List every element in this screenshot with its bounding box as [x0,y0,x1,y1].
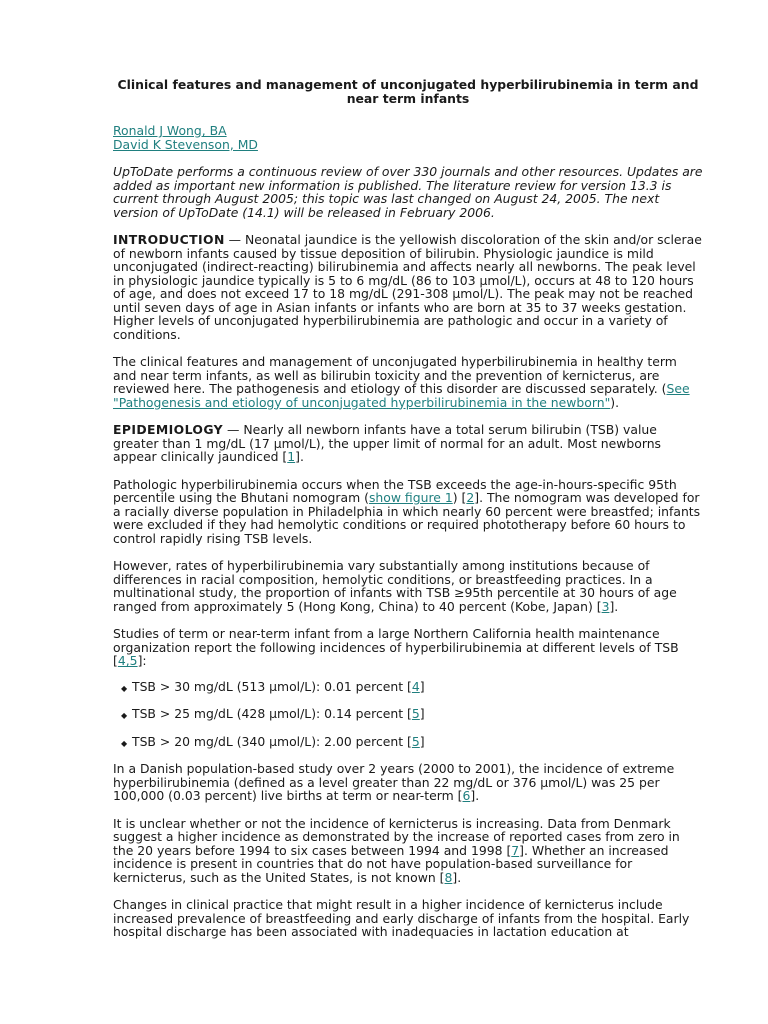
list-item-end: ] [419,678,425,694]
studies-end: ]: [137,653,147,668]
changes-paragraph: Changes in clinical practice that might result in a higher incidence of kernicterus include increased prevalence of breastfeeding and early discharge of infants from the hospital. Early hospital discharge has been associated with inadequacies in lactation education at [113,897,690,939]
document-title: Clinical features and management of unconjugated hyperbilirubinemia in term and near term infants [117,77,699,106]
rates-end: ]. [609,598,619,614]
epidemiology-end: ]. [295,449,304,464]
pathologic-text: ) [ [452,490,467,505]
document-page [113,78,703,953]
author-link-stevenson[interactable]: David K Stevenson, MD [113,136,258,152]
studies-paragraph [113,627,703,668]
scope-end: ). [610,394,620,410]
introduction-heading: INTRODUCTION [113,232,225,247]
kernicterus-text: It is unclear whether or not the incidence of kernicterus is increasing. Data from Denmark suggest a higher incidence as demonstrated by the increase of reported cases from zero in the 20 years before 1994 to six cases between 1994 and 1998 [ [113,815,680,858]
danish-end: ]. [470,788,480,803]
danish-text: In a Danish population-based study over 2 years (2000 to 2001), the incidence of extreme hyperbilirubinemia (defined as a level greater than 22 mg/dL or 376 µmol/L) was 25 per 100,000 (0.03 percent) live births at term or near-term [ [113,761,675,803]
scope-text: The clinical features and management of unconjugated hyperbilirubinemia in healthy term and near term infants, as well as bilirubin toxicity and the prevention of kernicterus, are reviewed here. The pathogenesis and etiology of this disorder are discussed separately. ( [113,354,677,396]
danish-study-paragraph [113,762,703,803]
epidemiology-heading: EPIDEMIOLOGY [113,422,224,437]
rates-text: However, rates of hyperbilirubinemia vary substantially among institutions because of differences in racial composition, hemolytic conditions, or breastfeeding practices. In a multinational study, the proportion of infants with TSB ≥95th percentile at 30 hours of age ranged from approximately 5 (Hong Kong, China) to 40 percent (Kobe, Japan) [ [113,558,677,614]
diamond-bullet-icon: ◆ [121,738,128,748]
reference-link[interactable]: 8 [444,869,453,885]
list-item [121,707,703,723]
reference-link[interactable]: 2 [466,490,475,505]
rates-paragraph [113,559,703,613]
reference-link[interactable]: 1 [287,449,296,464]
list-item-end: ] [419,733,425,749]
pathologic-text: ]. The nomogram was developed for a racially diverse population in Philadelphia in which nearly 60 percent were breastfed; infants were excluded if they had hemolytic conditions or required phototherapy before 60 hours to control rapidly rising TSB levels. [113,490,701,546]
author-link-wong[interactable]: Ronald J Wong, BA [113,123,227,138]
reference-link[interactable]: 7 [511,842,520,858]
list-item-text: TSB > 25 mg/dL (428 µmol/L): 0.14 percent [ [132,706,412,721]
list-item-end: ] [419,706,425,721]
epidemiology-paragraph [113,423,703,464]
kernicterus-text: ]. [452,869,462,885]
reference-link[interactable]: 4,5 [117,653,138,668]
pathogenesis-topic-link[interactable]: See "Pathogenesis and etiology of unconjugated hyperbilirubinemia in the newborn" [113,381,690,410]
list-item-text: TSB > 20 mg/dL (340 µmol/L): 2.00 percent [ [132,733,412,749]
introduction-paragraph [113,233,703,341]
pathologic-paragraph [113,478,703,546]
scope-paragraph [113,355,703,409]
kernicterus-paragraph [113,817,703,885]
incidence-list [113,680,703,751]
reference-link[interactable]: 3 [601,598,610,614]
epidemiology-text: — Nearly all newborn infants have a total serum bilirubin (TSB) value greater than 1 mg/dL (17 µmol/L), the upper limit of normal for an adult. Most newborns appear clinically jaundiced [ [113,422,662,464]
reference-link[interactable]: 6 [462,788,471,803]
show-figure-link[interactable]: show figure 1 [368,490,453,505]
diamond-bullet-icon: ◆ [121,683,128,693]
studies-text: Studies of term or near-term infant from a large Northern California health maintenance organization report the following incidences of hyperbilirubinemia at different levels of TSB [ [113,626,679,668]
update-notice: UpToDate performs a continuous review of over 330 journals and other resources. Updates are added as important new information is published. The literature review for version 13.3 is current through August 2005; this topic was last changed on August 24, 2005. The next version of UpToDate (14.1) will be released in February 2006. [113,164,703,220]
kernicterus-text: ]. Whether an increased incidence is present in countries that do not have population-based surveillance for kernicterus, such as the United States, is not known [ [113,842,669,885]
reference-link[interactable]: 5 [411,733,420,749]
author-list [113,124,703,151]
introduction-text: — Neonatal jaundice is the yellowish discoloration of the skin and/or sclerae of newborn infants caused by tissue deposition of bilirubin. Physiologic jaundice is mild unconjugated (indirect-reacting) bilirubinemia and affects nearly all newborns. The peak level in physiologic jaundice typically is 5 to 6 mg/dL (86 to 103 µmol/L), occurs at 48 to 120 hours of age, and does not exceed 17 to 18 mg/dL (291-308 µmol/L). The peak may not be reached until seven days of age in Asian infants or infants who are born at 35 to 37 weeks gestation. Higher levels of unconjugated hyperbilirubinemia are pathologic and occur in a variety of conditions. [113,232,702,342]
list-item [121,680,703,696]
reference-link[interactable]: 4 [411,678,420,694]
list-item [121,735,703,751]
diamond-bullet-icon: ◆ [121,711,128,720]
pathologic-text: Pathologic hyperbilirubinemia occurs when the TSB exceeds the age-in-hours-specific 95th percentile using the Bhutani nomogram ( [113,476,677,505]
list-item-text: TSB > 30 mg/dL (513 µmol/L): 0.01 percent [ [132,678,412,694]
reference-link[interactable]: 5 [411,706,420,721]
